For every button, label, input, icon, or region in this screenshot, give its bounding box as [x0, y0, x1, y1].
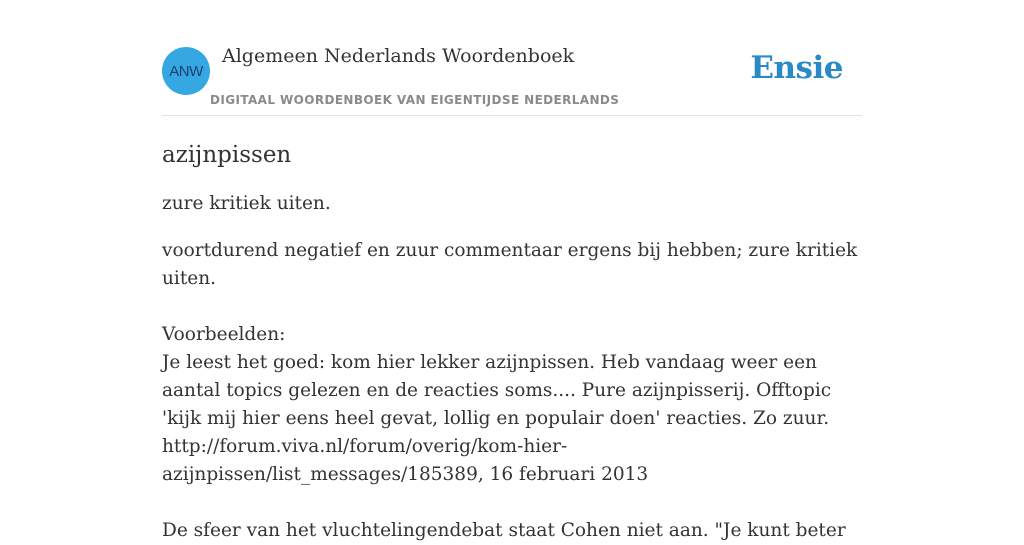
dictionary-subtitle: DIGITAAL WOORDENBOEK VAN EIGENTIJDSE NEDERLANDS — [210, 93, 620, 107]
long-definition: voortdurend negatief en zuur commentaar ergens bij hebben; zure kritiek uiten. — [162, 240, 858, 289]
example-text: De sfeer van het vluchtelingendebat staat Cohen niet aan. "Je kunt beter — [162, 520, 846, 541]
examples-section — [162, 321, 862, 545]
entry-term: azijnpissen — [162, 142, 292, 168]
dictionary-title[interactable]: Algemeen Nederlands Woordenboek — [222, 45, 575, 67]
short-definition: zure kritiek uiten. — [162, 193, 331, 214]
examples-heading: Voorbeelden: — [162, 324, 286, 345]
site-header — [162, 0, 862, 116]
anw-logo[interactable] — [162, 47, 210, 95]
logo-text: ANW — [169, 62, 203, 80]
example-spacer — [162, 489, 862, 517]
ensie-brand-link[interactable]: Ensie — [750, 50, 843, 86]
entry-card — [162, 0, 862, 545]
example-text: Je leest het goed: kom hier lekker azijnpissen. Heb vandaag weer een aantal topics gelezen en de reacties soms.... Pure azijnpisserij. Offtopic 'kijk mij hier eens heel gevat, lollig en populair doen' reacties. Zo zuur. http://forum.viva.nl/forum/overig/kom-hier-azijnpissen/list_messages/185389, 16 februari 2013 — [162, 352, 832, 485]
